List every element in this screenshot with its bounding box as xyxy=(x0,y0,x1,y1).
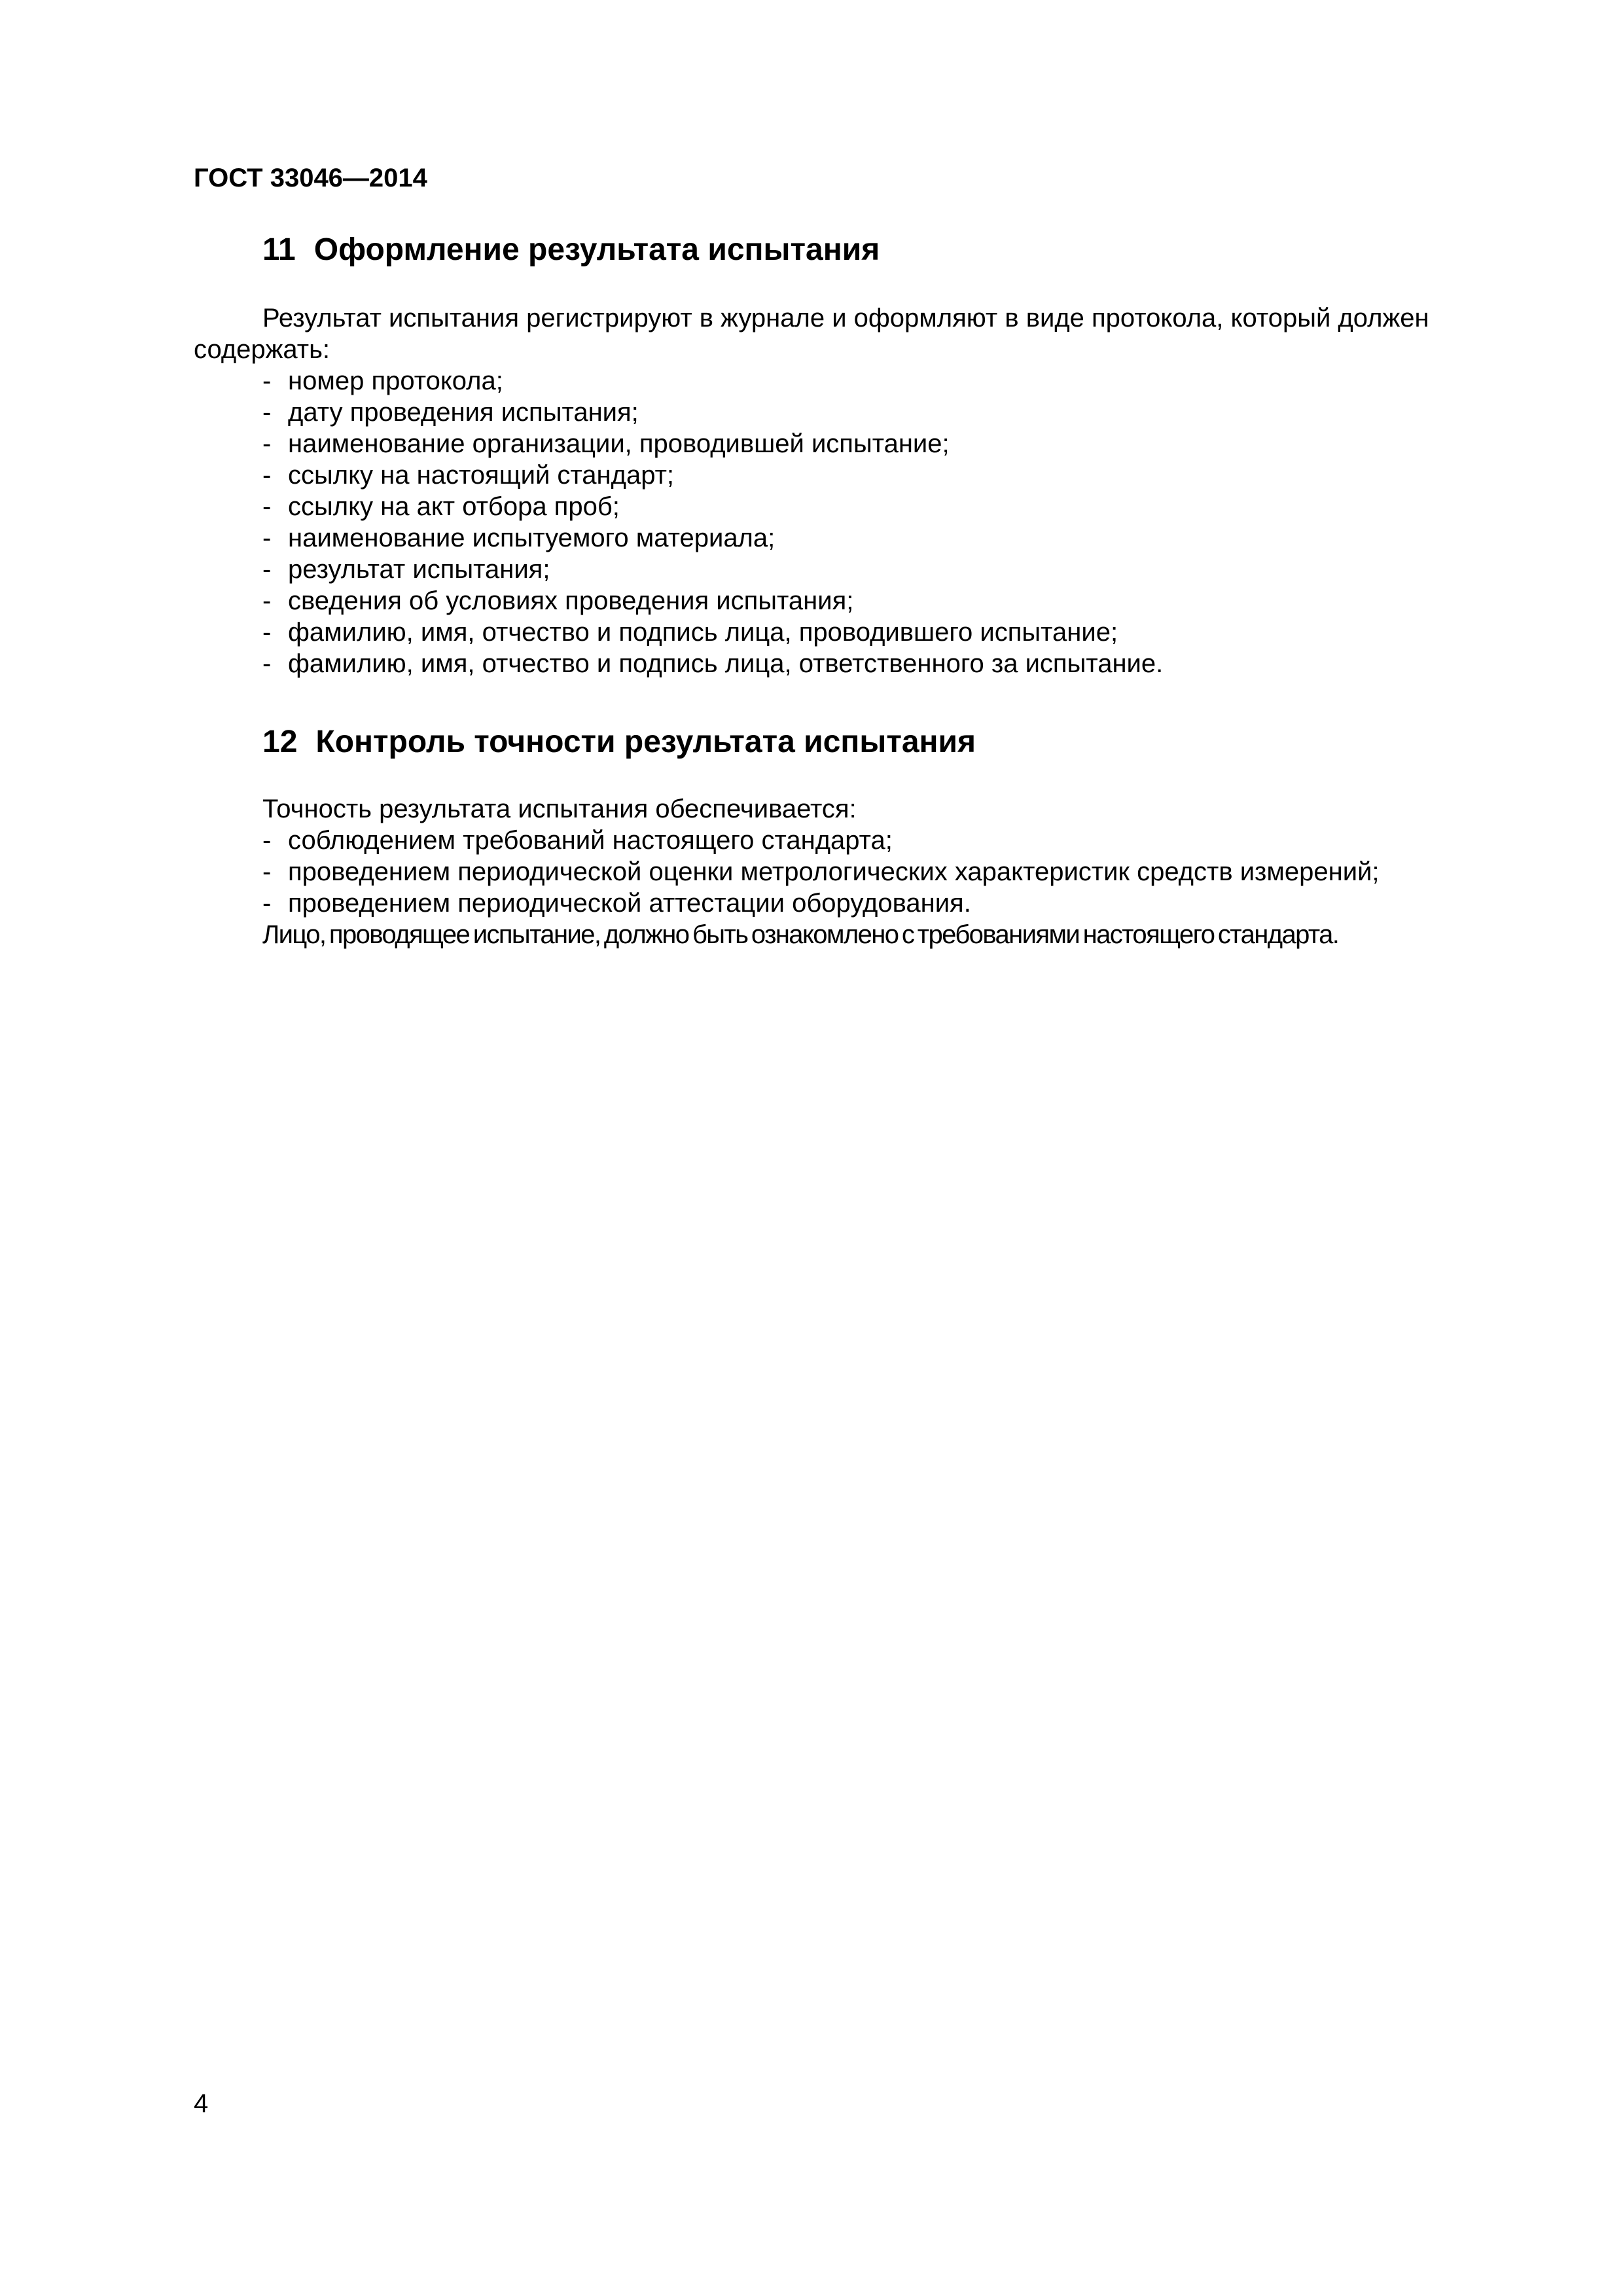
section-11-heading xyxy=(262,232,880,268)
section-12-intro: Точность результата испытания обеспечивается: xyxy=(262,795,857,823)
dash-bullet: - xyxy=(262,826,272,855)
dash-bullet: - xyxy=(262,857,272,886)
document-code: ГОСТ 33046—2014 xyxy=(194,164,427,192)
list-item: - наименование организации, проводившей испытание; xyxy=(262,429,950,458)
dash-bullet: - xyxy=(262,524,272,552)
list-item: - соблюдением требований настоящего стандарта; xyxy=(262,826,893,855)
dash-bullet: - xyxy=(262,889,272,918)
list-item: - ссылку на настоящий стандарт; xyxy=(262,461,675,490)
page-number: 4 xyxy=(194,2089,209,2118)
list-item: - наименование испытуемого материала; xyxy=(262,524,776,552)
dash-bullet: - xyxy=(262,461,272,490)
dash-bullet: - xyxy=(262,398,272,427)
dash-bullet: - xyxy=(262,555,272,584)
list-item: - ссылку на акт отбора проб; xyxy=(262,492,620,521)
section-12-body xyxy=(194,793,1500,950)
list-item: - номер протокола; xyxy=(262,367,503,395)
section-11-intro: Результат испытания регистрируют в журнале и оформляют в виде протокола, который должен содержать: xyxy=(194,304,1429,364)
list-item: - проведением периодической аттестации оборудования. xyxy=(262,889,971,918)
list-item: - проведением периодической оценки метрологических характеристик средств измерений; xyxy=(262,857,1380,886)
section-11-title: Оформление результата испытания xyxy=(313,232,880,267)
list-item: - дату проведения испытания; xyxy=(262,398,639,427)
list-item: - результат испытания; xyxy=(262,555,550,584)
section-12-list xyxy=(194,825,1500,919)
section-12-number: 12 xyxy=(262,725,298,759)
section-12-closing: Лицо, проводящее испытание, должно быть ознакомлено с требованиями настоящего стандарта. xyxy=(262,920,1339,949)
section-12-title: Контроль точности результата испытания xyxy=(315,725,976,759)
section-11-number: 11 xyxy=(262,232,296,267)
dash-bullet: - xyxy=(262,586,272,615)
dash-bullet: - xyxy=(262,618,272,647)
dash-bullet: - xyxy=(262,367,272,395)
section-12-heading xyxy=(262,724,976,761)
list-item: - фамилию, имя, отчество и подпись лица, ответственного за испытание. xyxy=(262,649,1164,678)
list-item: - фамилию, имя, отчество и подпись лица, проводившего испытание; xyxy=(262,618,1118,647)
dash-bullet: - xyxy=(262,649,272,678)
section-11-body xyxy=(194,302,1500,679)
section-11-list xyxy=(194,365,1500,679)
list-item: - сведения об условиях проведения испытания; xyxy=(262,586,854,615)
dash-bullet: - xyxy=(262,429,272,458)
dash-bullet: - xyxy=(262,492,272,521)
